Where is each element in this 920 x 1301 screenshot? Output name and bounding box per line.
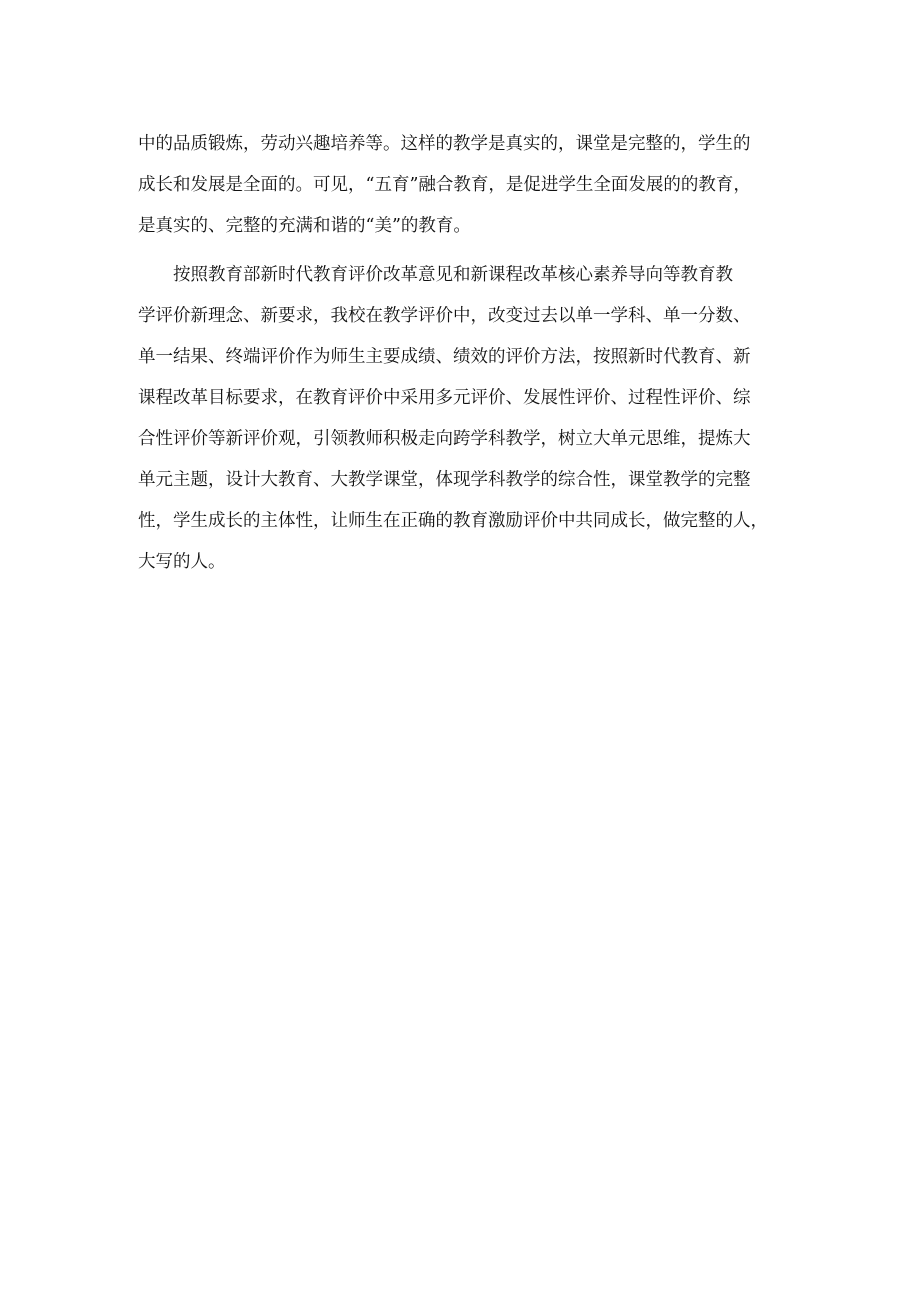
paragraph-line: 单一结果、终端评价作为师生主要成绩、绩效的评价方法，按照新时代教育、新 bbox=[138, 347, 751, 367]
paragraph-line: 合性评价等新评价观，引领教师积极走向跨学科教学，树立大单元思维，提炼大 bbox=[138, 429, 751, 449]
paragraph-2 bbox=[138, 255, 798, 583]
paragraph-line: 成长和发展是全面的。可见，“五育”融合教育，是促进学生全面发展的的教育， bbox=[138, 175, 751, 195]
paragraph-line: 学评价新理念、新要求，我校在教学评价中，改变过去以单一学科、单一分数、 bbox=[138, 306, 751, 326]
paragraph-line: 按照教育部新时代教育评价改革意见和新课程改革核心素养导向等教育教 bbox=[138, 265, 733, 285]
paragraph-line: 课程改革目标要求，在教育评价中采用多元评价、发展性评价、过程性评价、综 bbox=[138, 388, 751, 408]
paragraph-line: 中的品质锻炼，劳动兴趣培养等。这样的教学是真实的，课堂是完整的，学生的 bbox=[138, 134, 751, 154]
paragraph-spacer bbox=[138, 247, 798, 255]
paragraph-line: 大写的人。 bbox=[138, 552, 226, 572]
paragraph-line: 是真实的、完整的充满和谐的“美”的教育。 bbox=[138, 216, 471, 236]
paragraph-1 bbox=[138, 124, 798, 247]
paragraph-line: 性，学生成长的主体性，让师生在正确的教育激励评价中共同成长，做完整的人， bbox=[138, 511, 768, 531]
paragraph-line: 单元主题，设计大教育、大教学课堂，体现学科教学的综合性，课堂教学的完整 bbox=[138, 470, 751, 490]
document-body bbox=[138, 124, 798, 583]
